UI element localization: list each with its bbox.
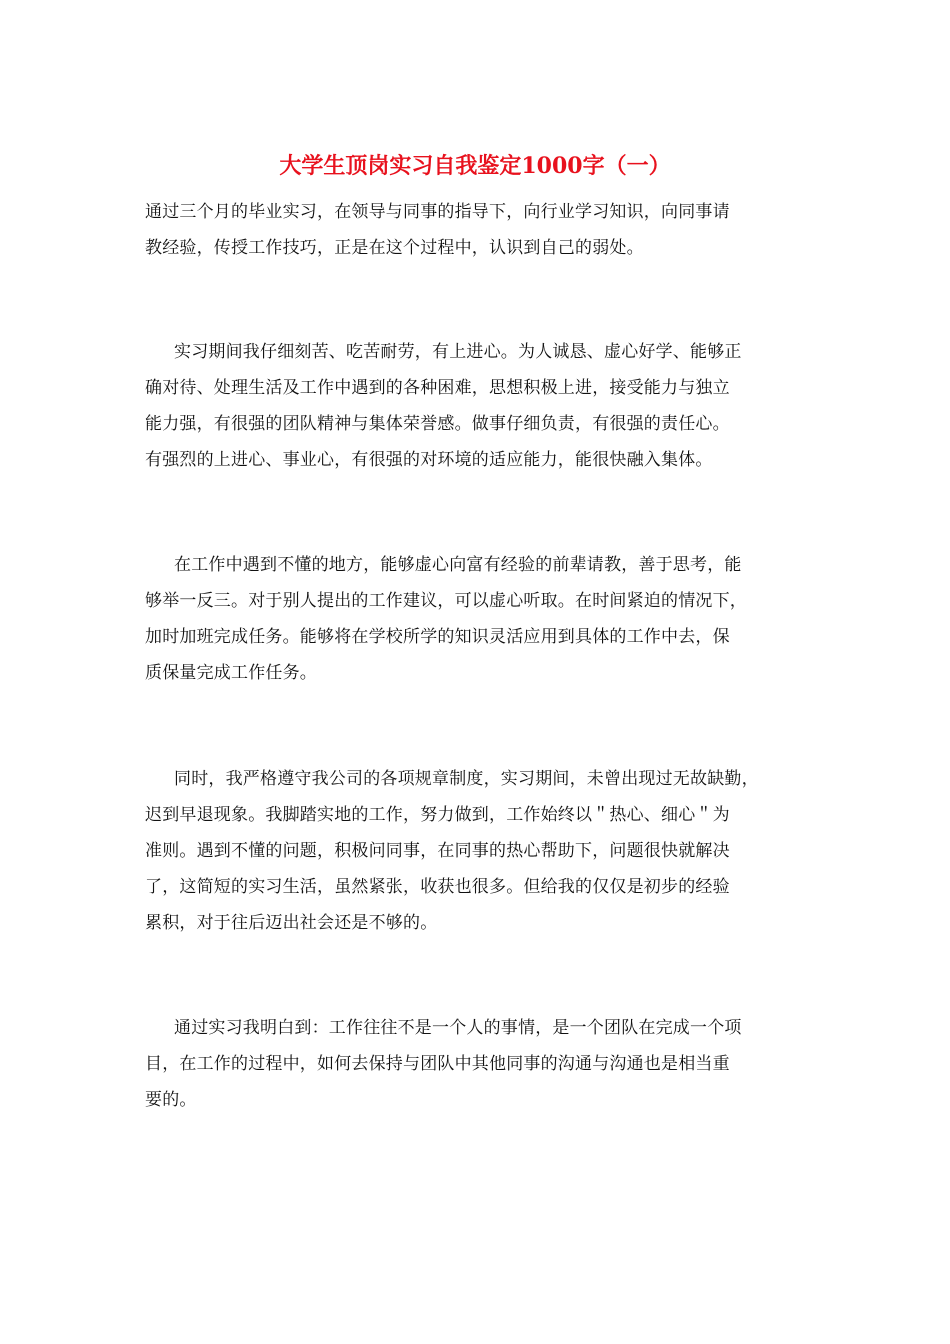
paragraph-4-line-3: 准则。遇到不懂的问题，积极问同事，在同事的热心帮助下，问题很快就解决 xyxy=(145,841,730,861)
document-title: 大学生顶岗实习自我鉴定1000字（一） xyxy=(279,153,671,179)
paragraph-1-line-1: 通过三个月的毕业实习，在领导与同事的指导下，向行业学习知识，向同事请 xyxy=(145,202,730,222)
paragraph-4-line-5: 累积，对于往后迈出社会还是不够的。 xyxy=(145,913,438,933)
paragraph-4-line-2: 迟到早退现象。我脚踏实地的工作，努力做到，工作始终以＂热心、细心＂为 xyxy=(145,805,730,825)
paragraph-5-line-1: 通过实习我明白到：工作往往不是一个人的事情，是一个团队在完成一个项 xyxy=(174,1018,742,1038)
paragraph-3-line-1: 在工作中遇到不懂的地方，能够虚心向富有经验的前辈请教，善于思考，能 xyxy=(174,555,742,575)
paragraph-2-line-3: 能力强，有很强的团队精神与集体荣誉感。做事仔细负责，有很强的责任心。 xyxy=(145,414,730,434)
paragraph-2-line-4: 有强烈的上进心、事业心，有很强的对环境的适应能力，能很快融入集体。 xyxy=(145,450,713,470)
paragraph-2-line-1: 实习期间我仔细刻苦、吃苦耐劳，有上进心。为人诚恳、虚心好学、能够正 xyxy=(174,342,742,362)
paragraph-4-line-1: 同时，我严格遵守我公司的各项规章制度，实习期间，未曾出现过无故缺勤， xyxy=(174,769,759,789)
paragraph-5-line-2: 目，在工作的过程中，如何去保持与团队中其他同事的沟通与沟通也是相当重 xyxy=(145,1054,730,1074)
paragraph-4-line-4: 了，这简短的实习生活，虽然紧张，收获也很多。但给我的仅仅是初步的经验 xyxy=(145,877,730,897)
paragraph-2-line-2: 确对待、处理生活及工作中遇到的各种困难，思想积极上进，接受能力与独立 xyxy=(145,378,730,398)
paragraph-5-line-3: 要的。 xyxy=(145,1090,197,1110)
paragraph-3-line-3: 加时加班完成任务。能够将在学校所学的知识灵活应用到具体的工作中去，保 xyxy=(145,627,730,647)
paragraph-1-line-2: 教经验，传授工作技巧，正是在这个过程中，认识到自己的弱处。 xyxy=(145,238,644,258)
paragraph-3-line-4: 质保量完成工作任务。 xyxy=(145,663,317,683)
paragraph-3-line-2: 够举一反三。对于别人提出的工作建议，可以虚心听取。在时间紧迫的情况下， xyxy=(145,591,747,611)
